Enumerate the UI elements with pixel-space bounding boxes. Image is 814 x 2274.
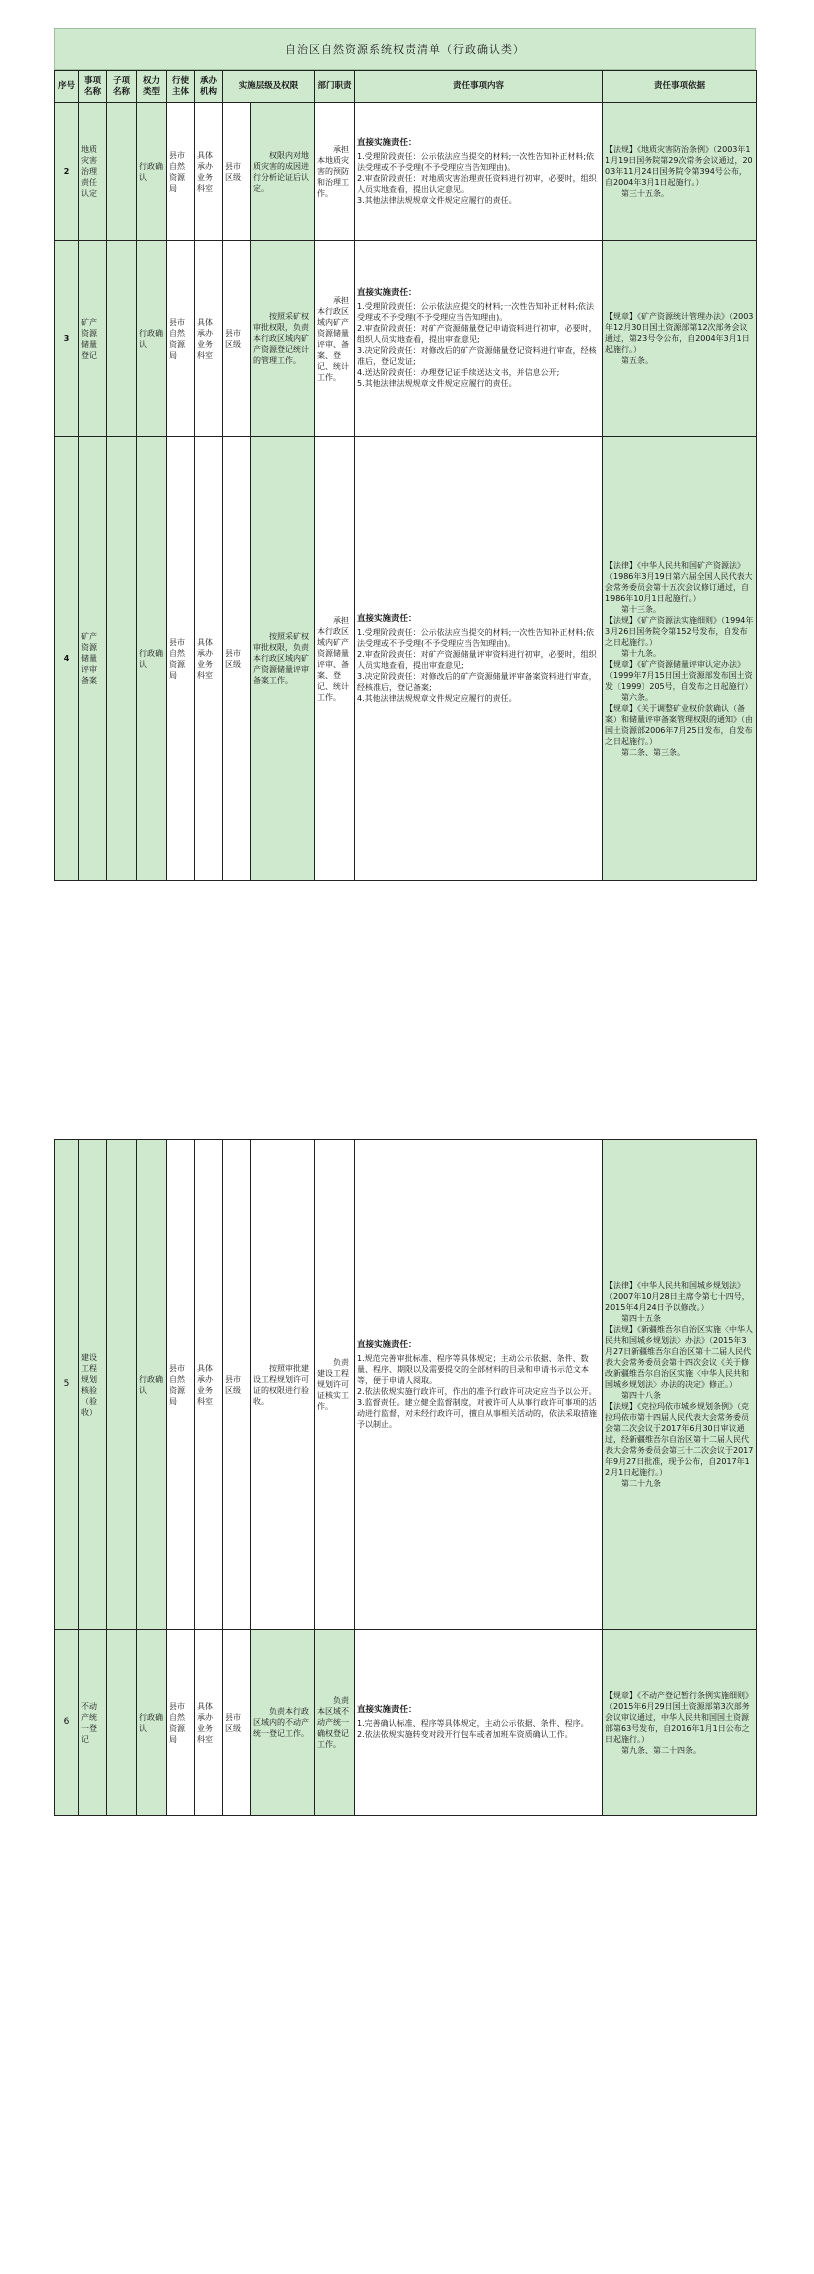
- duty-line: 4.其他法律法规规章文件规定应履行的责任。: [357, 693, 517, 703]
- basis-article: 第二十九条: [621, 1479, 661, 1488]
- row-item-name: 建设工程规划核验（验收）: [79, 1140, 107, 1630]
- duty-line: 1.受理阶段责任：公示依法应当提交的材料;一次性告知补正材料;依法受理或不予受理(不予受理应当告知理由)。: [357, 627, 595, 648]
- duty-line: 3.决定阶段责任：对修改后的矿产资源储量评审备案资料进行审查，经核准后，登记备案;: [357, 671, 597, 692]
- row-actor: 县市自然资源局: [167, 241, 195, 437]
- basis-article: 第四十八条: [621, 1391, 661, 1400]
- row-dept-duty: 承担本行政区域内矿产资源储量评审、备案、登记、统计工作。: [315, 437, 355, 881]
- basis-text: 【规章】《矿产资源统计管理办法》（2003年12月30日国土资源部第12次部务会议通过，第23号令公布，自2004年3月1日起施行。）: [605, 312, 754, 354]
- row-handling-org: 具体承办业务科室: [195, 241, 223, 437]
- row-handling-org: 具体承办业务科室: [195, 1140, 223, 1630]
- basis-text: 【法规】《克拉玛依市城乡规划条例》（克拉玛依市第十四届人民代表大会常务委员会第二次会议于2017年6月30日审议通过，经新疆维吾尔自治区第十二届人民代表大会常务委员会第三十二次会议于2017年9月27日批准，现予公布，自2017年12月1日起施行。）: [605, 1402, 754, 1477]
- row-dept-duty: 负责建设工程规划许可证核实工作。: [315, 1140, 355, 1630]
- table-row: [55, 241, 757, 437]
- row-level-authority: 负责本行政区域内的不动产统一登记工作。: [251, 1630, 315, 1816]
- table-row: [55, 1140, 757, 1630]
- header-sub-name: 子项名称: [107, 71, 137, 103]
- row-power-type: 行政确认: [137, 1140, 167, 1630]
- page-title: 自治区自然资源系统权责清单（行政确认类）: [54, 28, 756, 70]
- row-dept-duty: 承担本行政区域内矿产资源储量评审、备案、登记、统计工作。: [315, 241, 355, 437]
- duty-line: 5.其他法律法规规章文件规定应履行的责任。: [357, 379, 517, 388]
- basis-article: 第十九条。: [621, 648, 662, 658]
- row-seq: 6: [55, 1630, 79, 1816]
- duty-line: 2.审查阶段责任：对矿产资源储量登记申请资料进行初审，必要时，组织人员实地查看，提出审查意见;: [357, 324, 597, 344]
- duty-line: 1.完善确认标准、程序等具体规定，主动公示依据、条件、程序。: [357, 1719, 589, 1728]
- row-level-scope: 县市区级: [223, 1140, 251, 1630]
- duty-table-part-1: [54, 70, 757, 881]
- row-seq: 5: [55, 1140, 79, 1630]
- row-dept-duty: 承担本地质灾害的预防和治理工作。: [315, 103, 355, 241]
- basis-text: 【法规】《矿产资源法实施细则》（1994年3月26日国务院令第152号发布，自发布之日起施行。）: [605, 615, 754, 647]
- basis-text: 【规章】《不动产登记暂行条例实施细则》（2015年6月29日国土资源部第3次部务会议审议通过，中华人民共和国国土资源部第63号发布，自2016年1月1日公布之日起施行。）: [605, 1690, 753, 1744]
- basis-text: 【法律】《中华人民共和国矿产资源法》（1986年3月19日第六届全国人民代表大会常务委员会第十五次会议修订通过，自1986年10月1日起施行。）: [605, 560, 753, 603]
- row-resp-basis: [603, 241, 757, 437]
- duty-heading: 直接实施责任：: [357, 1705, 417, 1715]
- row-resp-basis: [603, 437, 757, 881]
- row-item-name: 不动产统一登记: [79, 1630, 107, 1816]
- row-resp-content: [355, 103, 603, 241]
- table-row: [55, 437, 757, 881]
- header-power-type: 权力类型: [137, 71, 167, 103]
- basis-text: 【规章】《关于调整矿业权价款确认（备案）和储量评审备案管理权限的通知》（由国土资源部2006年7月25日发布，自发布之日起施行。）: [605, 703, 754, 746]
- header-actor: 行使主体: [167, 71, 195, 103]
- row-actor: 县市自然资源局: [167, 437, 195, 881]
- duty-line: 2.审查阶段责任：对地质灾害治理责任资料进行初审，必要时，组织人员实地查看，提出认定意见。: [357, 173, 597, 194]
- duty-line: 2.依法依规实施转变对段开行包车或者加班车资质确认工作。: [357, 1730, 573, 1739]
- header-resp-content: 责任事项内容: [355, 71, 603, 103]
- duty-line: 2.审查阶段责任：对矿产资源储量评审资料进行初审，必要时，组织人员实地查看，提出审查意见;: [357, 649, 597, 670]
- row-handling-org: 具体承办业务科室: [195, 437, 223, 881]
- basis-text: 【法规】《新疆维吾尔自治区实施〈中华人民共和国城乡规划法〉办法》（2015年3月27日新疆维吾尔自治区第十二届人民代表大会常务委员会第十四次会议《关于修改新疆维吾尔自治区实施〈中华人民共和国城乡规划法〉办法的决定》修正。）: [605, 1325, 753, 1389]
- row-item-name: 矿产资源储量评审备案: [79, 437, 107, 881]
- duty-line: 3.监督责任。建立健全监督制度，对被许可人从事行政许可事项的活动进行监督，对未经行政许可，擅自从事相关活动的，依法采取措施予以制止。: [357, 1397, 597, 1429]
- row-sub-name: [107, 1630, 137, 1816]
- row-sub-name: [107, 1140, 137, 1630]
- row-handling-org: 具体承办业务科室: [195, 1630, 223, 1816]
- row-power-type: 行政确认: [137, 241, 167, 437]
- row-level-scope: 县市区级: [223, 103, 251, 241]
- row-sub-name: [107, 437, 137, 881]
- duty-heading: 直接实施责任：: [357, 613, 417, 624]
- basis-text: 【法规】《地质灾害防治条例》（2003年11月19日国务院第29次常务会议通过，2003年11月24日国务院令第394号公布，自2004年3月1日起施行。）: [605, 145, 753, 187]
- table-row: [55, 1630, 757, 1816]
- duty-line: 3.其他法律法规规章文件规定应履行的责任。: [357, 195, 517, 205]
- row-sub-name: [107, 103, 137, 241]
- row-item-name: 矿产资源储量登记: [79, 241, 107, 437]
- header-dept-duty: 部门职责: [315, 71, 355, 103]
- duty-line: 1.受理阶段责任：公示依法应当提交的材料;一次性告知补正材料;依法受理或不予受理(不予受理应当告知理由)。: [357, 151, 595, 172]
- duty-heading: 直接实施责任：: [357, 137, 417, 148]
- row-level-authority: 权限内对地质灾害的成因进行分析论证后认定。: [251, 103, 315, 241]
- header-seq: 序号: [55, 71, 79, 103]
- row-seq: 3: [55, 241, 79, 437]
- table-row: [55, 103, 757, 241]
- duty-line: 1.受理阶段责任：公示依法应提交的材料;一次性告知补正材料;依法受理或不予受理(不予受理应当告知理由)。: [357, 302, 595, 322]
- basis-text: 【法律】《中华人民共和国城乡规划法》（2007年10月28日主席令第七十四号，2015年4月24日予以修改。）: [605, 1281, 750, 1312]
- table-header-row: [55, 71, 757, 103]
- header-item-name: 事项名称: [79, 71, 107, 103]
- row-actor: 县市自然资源局: [167, 103, 195, 241]
- basis-article: 第二条、第三条。: [621, 747, 686, 757]
- row-resp-basis: [603, 1140, 757, 1630]
- row-resp-basis: [603, 1630, 757, 1816]
- duty-line: 1.规范完善审批标准、程序等具体规定；主动公示依据、条件、数量、程序、期限以及需要提交的全部材料的目录和申请书示范文本等，便于申请人阅取。: [357, 1353, 589, 1385]
- row-resp-basis: [603, 103, 757, 241]
- basis-article: 第九条、第二十四条。: [621, 1745, 701, 1755]
- header-handling-org: 承办机构: [195, 71, 223, 103]
- row-item-name: 地质灾害治理责任认定: [79, 103, 107, 241]
- row-level-scope: 县市区级: [223, 241, 251, 437]
- row-resp-content: [355, 1140, 603, 1630]
- row-level-authority: 按照采矿权审批权限，负责本行政区域内矿产资源储量评审备案工作。: [251, 437, 315, 881]
- row-resp-content: [355, 1630, 603, 1816]
- header-resp-basis: 责任事项依据: [603, 71, 757, 103]
- duty-table-part-2: [54, 1139, 757, 1816]
- basis-article: 第十三条。: [621, 604, 662, 614]
- row-dept-duty: 负责本区域不动产统一确权登记工作。: [315, 1630, 355, 1816]
- row-handling-org: 具体承办业务科室: [195, 103, 223, 241]
- row-seq: 4: [55, 437, 79, 881]
- duty-line: 3.决定阶段责任：对修改后的矿产资源储量登记资料进行审查，经核准后，登记发证;: [357, 346, 597, 366]
- basis-article: 第四十五条: [621, 1314, 661, 1323]
- duty-line: 4.送达阶段责任：办理登记证手续送达文书，并信息公开;: [357, 368, 560, 377]
- row-level-authority: 按照审批建设工程规划许可证的权限进行验收。: [251, 1140, 315, 1630]
- row-level-scope: 县市区级: [223, 437, 251, 881]
- row-sub-name: [107, 241, 137, 437]
- row-actor: 县市自然资源局: [167, 1630, 195, 1816]
- row-power-type: 行政确认: [137, 437, 167, 881]
- row-resp-content: [355, 437, 603, 881]
- duty-line: 2.依法依规实施行政许可，作出的准予行政许可决定应当予以公开。: [357, 1386, 597, 1396]
- row-level-scope: 县市区级: [223, 1630, 251, 1816]
- row-level-authority: 按照采矿权审批权限，负责本行政区域内矿产资源登记统计的管理工作。: [251, 241, 315, 437]
- row-resp-content: [355, 241, 603, 437]
- duty-heading: 直接实施责任：: [357, 1339, 417, 1350]
- basis-article: 第五条。: [621, 356, 654, 365]
- row-actor: 县市自然资源局: [167, 1140, 195, 1630]
- row-seq: 2: [55, 103, 79, 241]
- basis-article: 第六条。: [621, 692, 654, 702]
- basis-text: 【规章】《矿产资源储量评审认定办法》（1999年7月15日国土资源部发布国土资发〔1999〕205号，自发布之日起施行）: [605, 659, 753, 691]
- duty-heading: 直接实施责任：: [357, 288, 417, 298]
- row-power-type: 行政确认: [137, 1630, 167, 1816]
- header-level: 实施层级及权限: [223, 71, 315, 103]
- basis-article: 第三十五条。: [621, 189, 670, 198]
- row-power-type: 行政确认: [137, 103, 167, 241]
